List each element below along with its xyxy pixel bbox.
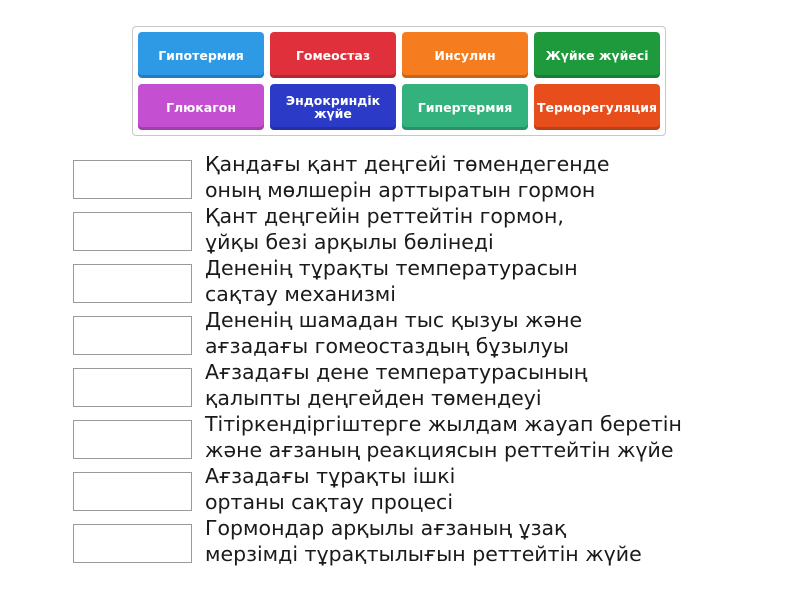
prompt-7-line-2: ортаны сақтау процесі [205, 490, 454, 514]
drop-slot-7[interactable] [73, 472, 192, 511]
prompt-8 [205, 515, 642, 567]
prompt-5 [205, 359, 587, 411]
drop-slot-3[interactable] [73, 264, 192, 303]
tile-endocrine-system[interactable]: Эндокриндік жүйе [270, 84, 396, 130]
prompt-4-line-2: ағзадағы гомеостаздың бұзылуы [205, 334, 569, 358]
word-bank [132, 26, 666, 136]
prompt-6-line-1: Тітіркендіргіштерге жылдам жауап беретін [205, 412, 682, 436]
tile-glucagon[interactable]: Глюкагон [138, 84, 264, 130]
tile-homeostasis[interactable]: Гомеостаз [270, 32, 396, 78]
tile-hyperthermia[interactable]: Гипертермия [402, 84, 528, 130]
prompt-7 [205, 463, 455, 515]
prompt-2 [205, 203, 564, 255]
drop-slot-1[interactable] [73, 160, 192, 199]
prompt-5-line-1: Ағзадағы дене температурасының [205, 360, 588, 384]
prompt-7-line-1: Ағзадағы тұрақты ішкі [205, 464, 456, 488]
prompt-5-line-2: қалыпты деңгейден төмендеуі [205, 386, 542, 410]
tile-insulin[interactable]: Инсулин [402, 32, 528, 78]
tile-hypothermia[interactable]: Гипотермия [138, 32, 264, 78]
prompt-1-line-2: оның мөлшерін арттыратын гормон [205, 178, 596, 202]
tile-thermoregulation[interactable]: Терморегуляция [534, 84, 660, 130]
prompt-2-line-2: ұйқы безі арқылы бөлінеді [205, 230, 494, 254]
prompt-3-line-2: сақтау механизмі [205, 282, 396, 306]
prompt-3-line-1: Дененің тұрақты температурасын [205, 256, 578, 280]
prompt-8-line-2: мерзімді тұрақтылығын реттейтін жүйе [205, 542, 642, 566]
prompt-6-line-2: және ағзаның реакциясын реттейтін жүйе [205, 438, 674, 462]
prompt-6 [205, 411, 682, 463]
prompt-8-line-1: Гормондар арқылы ағзаның ұзақ [205, 516, 567, 540]
prompt-1 [205, 151, 609, 203]
prompt-4 [205, 307, 582, 359]
drop-slot-2[interactable] [73, 212, 192, 251]
drop-slot-5[interactable] [73, 368, 192, 407]
tile-nervous-system[interactable]: Жүйке жүйесі [534, 32, 660, 78]
prompt-1-line-1: Қандағы қант деңгейі төмендегенде [205, 152, 610, 176]
drop-slot-8[interactable] [73, 524, 192, 563]
drop-slot-4[interactable] [73, 316, 192, 355]
prompt-3 [205, 255, 578, 307]
prompt-2-line-1: Қант деңгейін реттейтін гормон, [205, 204, 564, 228]
drop-slot-6[interactable] [73, 420, 192, 459]
prompt-4-line-1: Дененің шамадан тыс қызуы және [205, 308, 583, 332]
